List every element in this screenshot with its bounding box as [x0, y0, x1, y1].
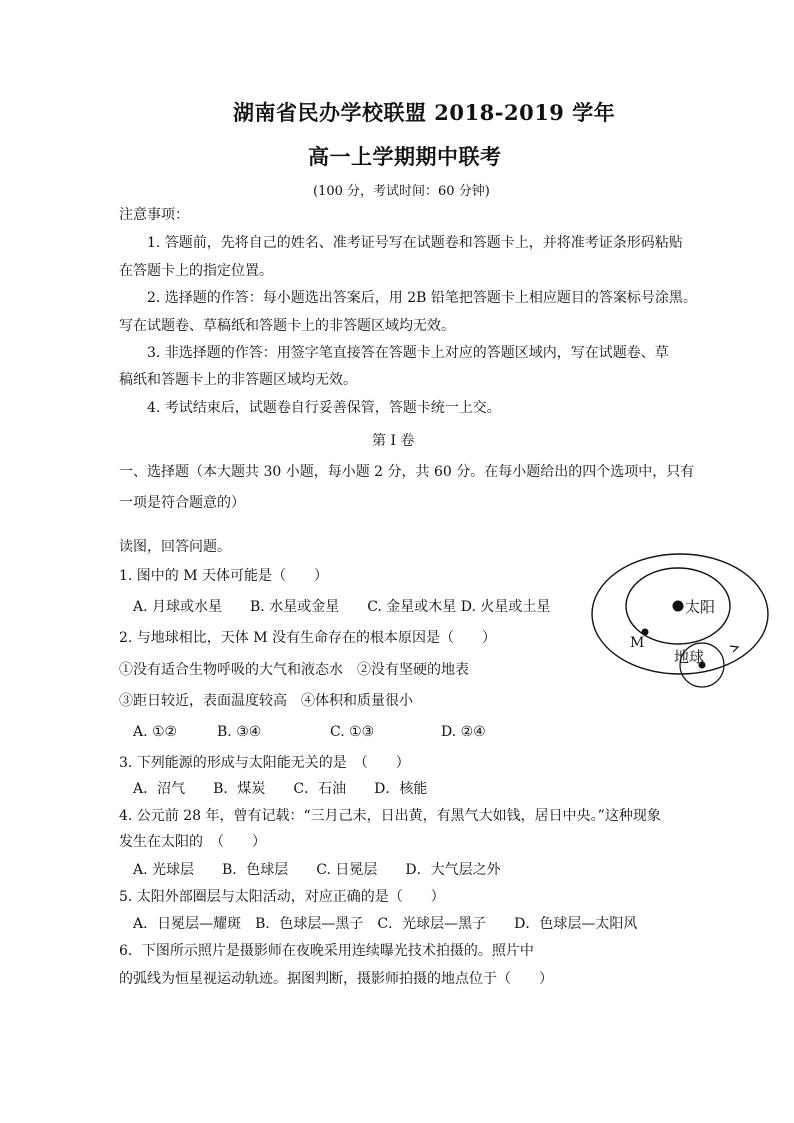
notice-item-1b: 在答题卡上的指定位置。 — [119, 263, 273, 279]
orbit-arrow-icon — [730, 646, 738, 652]
question-3: 3. 下列能源的形成与太阳能无关的是 （ ） — [119, 755, 410, 771]
notice-item-2a: 2. 选择题的作答：每小题选出答案后，用 2B 铅笔把答题卡上相应题目的答案标号涂黑。 — [147, 290, 697, 306]
question-4b: 发生在太阳的 （ ） — [119, 834, 266, 850]
notice-item-2b: 写在试题卷、草稿纸和答题卡上的非答题区域均无效。 — [119, 318, 455, 334]
section-intro-a: 一、选择题（本大题共 30 小题，每小题 2 分，共 60 分。在每小题给出的四个选项中，只有 — [119, 464, 695, 480]
question-2-option-d: D. ②④ — [441, 724, 486, 740]
question-6b: 的弧线为恒星视运动轨迹。据图判断，摄影师拍摄的地点位于（ ） — [119, 971, 553, 987]
notice-item-3a: 3. 非选择题的作答：用签字笔直接答在答题卡上对应的答题区域内，写在试题卷、草 — [147, 345, 669, 361]
title-line-2: 高一上学期期中联考 — [308, 144, 502, 169]
sun-label: 太阳 — [685, 598, 716, 616]
question-4a: 4. 公元前 28 年，曾有记载：“三月己未，日出黄，有黑气大如钱，居日中央。”这种现象 — [119, 808, 661, 824]
section-intro-b: 一项是符合题意的） — [119, 495, 245, 511]
question-4-options: A. 光球层 B．色球层 C. 日冕层 D．大气层之外 — [133, 862, 501, 878]
earth-label: 地球 — [674, 648, 705, 666]
question-5: 5. 太阳外部圈层与太阳活动，对应正确的是（ ） — [119, 889, 445, 905]
notice-heading: 注意事项： — [119, 207, 189, 223]
volume-heading: 第 I 卷 — [372, 433, 415, 449]
question-2-option-a: A. ①② — [133, 724, 178, 740]
question-5-options: A．日冕层—耀斑 B．色球层—黑子 C．光球层—黑子 D．色球层—太阳风 — [133, 916, 638, 932]
question-2-line-2: ③距日较近，表面温度较高 ④体积和质量很小 — [119, 693, 413, 709]
read-prompt: 读图，回答问题。 — [119, 539, 231, 555]
question-2-option-c: C. ①③ — [330, 724, 375, 740]
notice-item-1a: 1. 答题前，先将自己的姓名、准考证号写在试题卷和答题卡上，并将准考证条形码粘贴 — [147, 235, 683, 251]
question-1-options: A. 月球或水星 B. 水星或金星 C. 金星或木星 D. 火星或土星 — [133, 599, 551, 615]
question-3-options: A．沼气 B．煤炭 C．石油 D．核能 — [133, 781, 428, 797]
title-line-1: 湖南省民办学校联盟 2018-2019 学年 — [233, 100, 616, 125]
question-2: 2. 与地球相比，天体 M 没有生命存在的根本原因是（ ） — [119, 630, 497, 646]
question-2-line-1: ①没有适合生物呼吸的大气和液态水 ②没有坚硬的地表 — [119, 662, 469, 678]
score-time: (100 分，考试时间：60 分钟) — [313, 184, 490, 199]
question-6a: 6．下图所示照片是摄影师在夜晚采用连续曝光技术拍摄的。照片中 — [119, 943, 534, 959]
notice-item-3b: 稿纸和答题卡上的非答题区域均无效。 — [119, 372, 357, 388]
m-label: M — [630, 635, 645, 651]
sun-dot — [673, 601, 684, 612]
notice-item-4: 4. 考试结束后，试题卷自行妥善保管，答题卡统一上交。 — [147, 400, 501, 416]
orbit-diagram — [590, 548, 770, 693]
question-2-option-b: B. ③④ — [217, 724, 262, 740]
question-1: 1. 图中的 M 天体可能是（ ） — [119, 568, 329, 584]
